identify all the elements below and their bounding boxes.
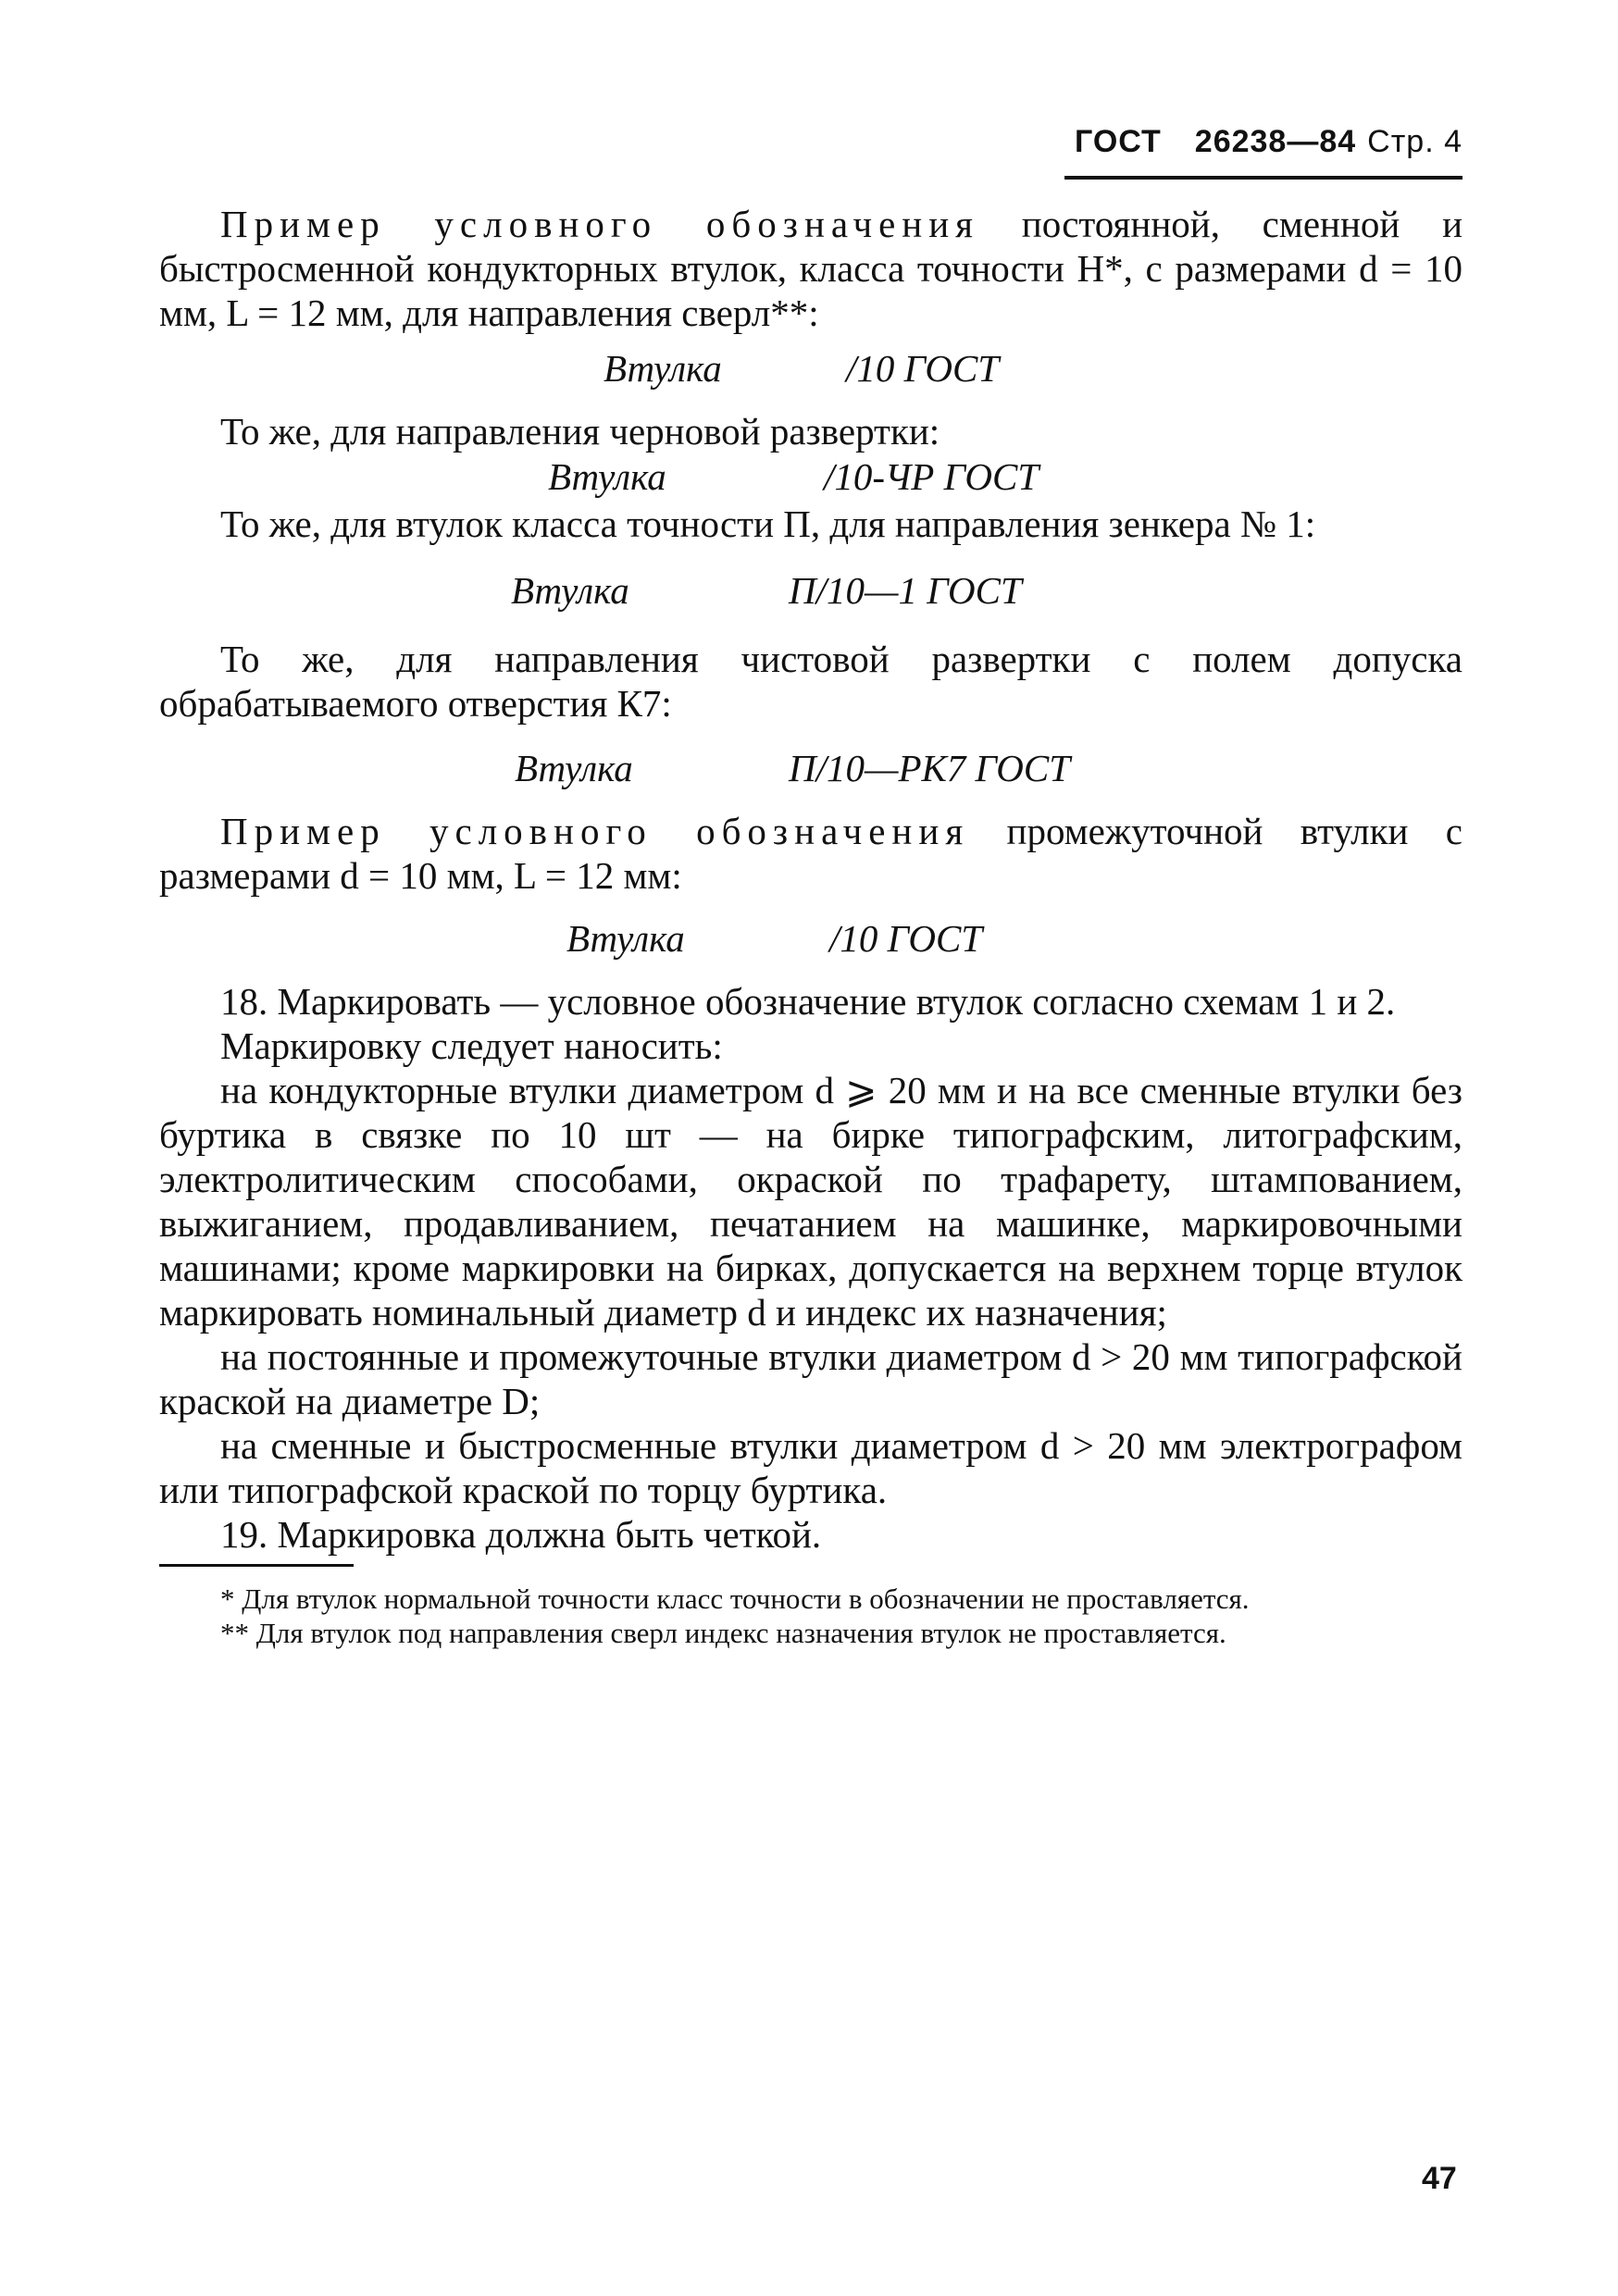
designation-3 [159,565,1462,616]
footnotes [159,1582,1462,1650]
designation-word: Втулка [604,347,722,390]
paragraph-marking-2: на постоянные и промежуточные втулки диаметром d > 20 мм типографской краской на диаметре D; [159,1335,1462,1422]
designation-code: /10-ЧР ГОСТ [824,455,1039,498]
designation-code: П/10—1 ГОСТ [789,569,1022,612]
designation-4 [159,742,1462,794]
header-rule [1064,176,1462,180]
paragraph-marking-1: на кондукторные втулки диаметром d ⩾ 20 мм и на все сменные втулки без буртика в связке по 10 шт — на бирке типографским, литографским, электролитическим способами, окраской по трафарету, штампованием, выжиганием, продавливанием, печатанием на машинке, маркировочными машинами; кроме маркировки на бирках, допускается на верхнем торце втулок маркировать номинальный диаметр d и индекс их назначения; [159,1069,1462,1334]
footnote-rule [159,1564,354,1567]
example-text: постоянной, сменной и быстросменной кондукторных втулок, класса точности Н*, с размерами d = 10 мм, L = 12 мм, для направления сверл**: [159,203,1463,334]
designation-code: П/10—РК7 ГОСТ [789,747,1071,789]
designation-5 [159,912,1462,964]
example-lead: Пример условного обозначения [220,810,970,852]
paragraph-19: 19. Маркировка должна быть четкой. [220,1513,822,1556]
document-body [159,202,1462,1650]
designation-word: Втулка [511,569,629,612]
page-number: 47 [1422,2161,1457,2196]
paragraph-marking-intro: Маркировку следует наносить: [220,1024,723,1067]
paragraph-2: То же, для направления черновой развертки: [220,410,940,453]
paragraph-example-1 [159,202,1462,335]
designation-code: /10 ГОСТ [846,347,1000,390]
paragraph-marking-3: на сменные и быстросменные втулки диаметром d > 20 мм электрографом или типографской краской по торцу буртика. [159,1424,1462,1511]
designation-word: Втулка [548,455,666,498]
footnote-2: ** Для втулок под направления сверл индекс назначения втулок не проставляется. [220,1617,1226,1649]
standard-number: 26238—84 [1194,124,1357,159]
example-lead: Пример условного обозначения [220,203,980,245]
paragraph-example-2 [159,809,1462,898]
designation-word: Втулка [515,747,633,789]
paragraph-3: То же, для втулок класса точности П, для направления зенкера № 1: [220,503,1316,545]
designation-code: /10 ГОСТ [829,917,983,960]
footnote-1: * Для втулок нормальной точности класс точности в обозначении не проставляется. [220,1582,1250,1615]
designation-2 [159,453,1462,500]
designation-1 [159,342,1462,394]
paragraph-4: То же, для направления чистовой развертки с полем допуска обрабатываемого отверстия К7: [159,638,1462,725]
paragraph-18: 18. Маркировать — условное обозначение втулок согласно схемам 1 и 2. [220,980,1396,1023]
page-header [1075,124,1462,160]
page-label: Стр. 4 [1367,124,1462,159]
designation-word: Втулка [566,917,685,960]
example-text: промежуточной втулки с размерами d = 10 мм, L = 12 мм: [159,810,1462,897]
standard-label: ГОСТ [1075,124,1162,159]
